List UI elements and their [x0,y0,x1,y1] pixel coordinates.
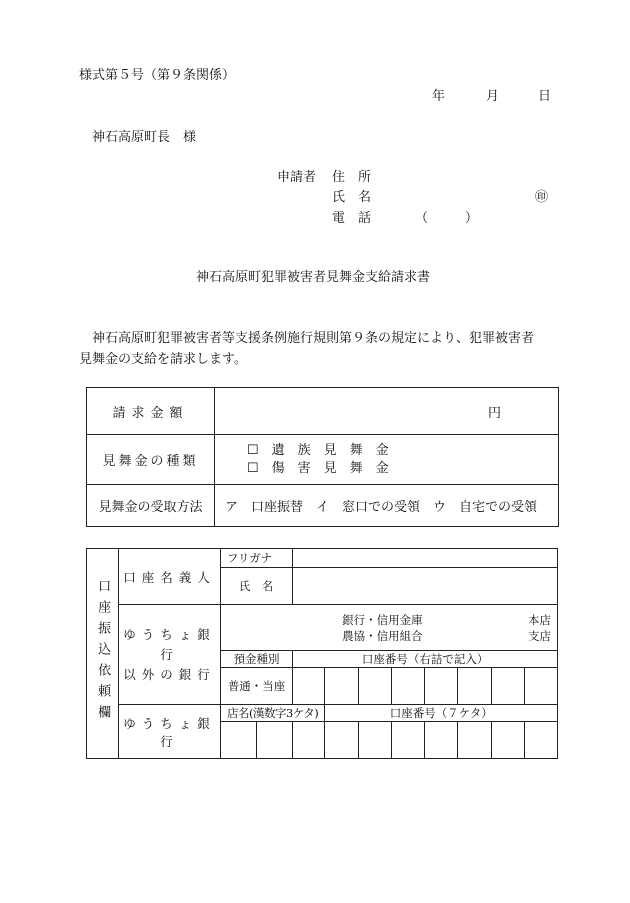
phone-label: 電 話 [332,211,372,226]
document-title: 神石高原町犯罪被害者見舞金支給請求書 [196,270,431,285]
yucho-digit-2[interactable] [358,722,391,759]
method-label: 見舞金の受取方法 [87,485,215,527]
seal-mark: ㊞ [535,190,549,205]
yucho-digit-3[interactable] [391,722,424,759]
furigana-field[interactable] [293,549,558,568]
branch-sub: 支店 [528,628,551,643]
transfer-section-label: 口座振込依頼欄 [95,578,111,726]
type-label: 見舞金の種類 [87,435,215,485]
shop-digit-2[interactable] [257,722,293,759]
account-digit-2[interactable] [325,668,358,705]
shop-name-label: 店名(漢数字3ケタ) [220,705,325,722]
yucho-digit-5[interactable] [458,722,491,759]
holder-label: 口座名義人 [119,549,221,605]
other-bank-label [119,605,221,705]
body-line-2: 見舞金の支給を請求します。 [79,352,247,367]
deposit-type-label: 預金種別 [220,651,292,668]
date-day-label: 日 [538,89,552,104]
yucho-digit-1[interactable] [325,722,358,759]
address-label: 住 所 [332,170,372,185]
body-line-1: 神石高原町犯罪被害者等支援条例施行規則第９条の規定により、犯罪被害者 [92,331,535,346]
type-options [215,435,559,485]
phone-paren-close: ） [465,211,479,226]
other-bank-label-line2: 以外の銀行 [123,666,216,682]
branch-cell[interactable] [425,605,558,651]
account-digit-1[interactable] [293,668,325,705]
holder-name-field[interactable] [293,568,558,605]
yucho-label: ゆうちょ銀行 [119,705,221,759]
request-table [86,387,559,527]
account-number-label: 口座番号（右詰で記入） [293,651,558,668]
amount-label: 請求金額 [87,388,215,435]
branch-main: 本店 [528,612,551,627]
yucho-digit-7[interactable] [524,722,557,759]
addressee: 神石高原町長 様 [92,130,197,145]
transfer-section-label-cell [87,549,119,759]
transfer-table [86,548,558,759]
account-digit-3[interactable] [358,668,391,705]
account-digit-5[interactable] [425,668,458,705]
date-month-label: 月 [486,89,500,104]
form-number: 様式第５号（第９条関係） [79,68,236,83]
shop-digit-3[interactable] [293,722,325,759]
bank-type-1: 銀行・信用金庫 [342,612,423,627]
yucho-account-label: 口座番号（７ケタ） [325,705,558,722]
bank-type-2: 農協・信用組合 [342,628,423,643]
other-bank-label-line1: ゆうちょ銀行 [123,626,216,662]
holder-name-label: 氏 名 [220,568,292,605]
phone-paren-open: （ [415,211,429,226]
name-label: 氏 名 [332,190,372,205]
yucho-digit-4[interactable] [425,722,458,759]
account-digit-7[interactable] [491,668,524,705]
method-options: ア 口座振替 イ 窓口での受領 ウ 自宅での受領 [215,485,559,527]
applicant-label: 申請者 [277,170,317,185]
shop-digit-1[interactable] [220,722,256,759]
type-option-bereaved[interactable]: ☐ 遺 族 見 舞 金 [247,442,389,458]
account-digit-6[interactable] [458,668,491,705]
furigana-label: フリガナ [220,549,292,568]
type-option-injury[interactable]: ☐ 傷 害 見 舞 金 [247,460,389,476]
date-year-label: 年 [432,89,446,104]
bank-type-cell[interactable] [220,605,424,651]
account-digit-8[interactable] [524,668,557,705]
amount-unit: 円 [215,388,559,435]
deposit-type-value[interactable]: 普通・当座 [220,668,292,705]
account-digit-4[interactable] [391,668,424,705]
yucho-digit-6[interactable] [491,722,524,759]
